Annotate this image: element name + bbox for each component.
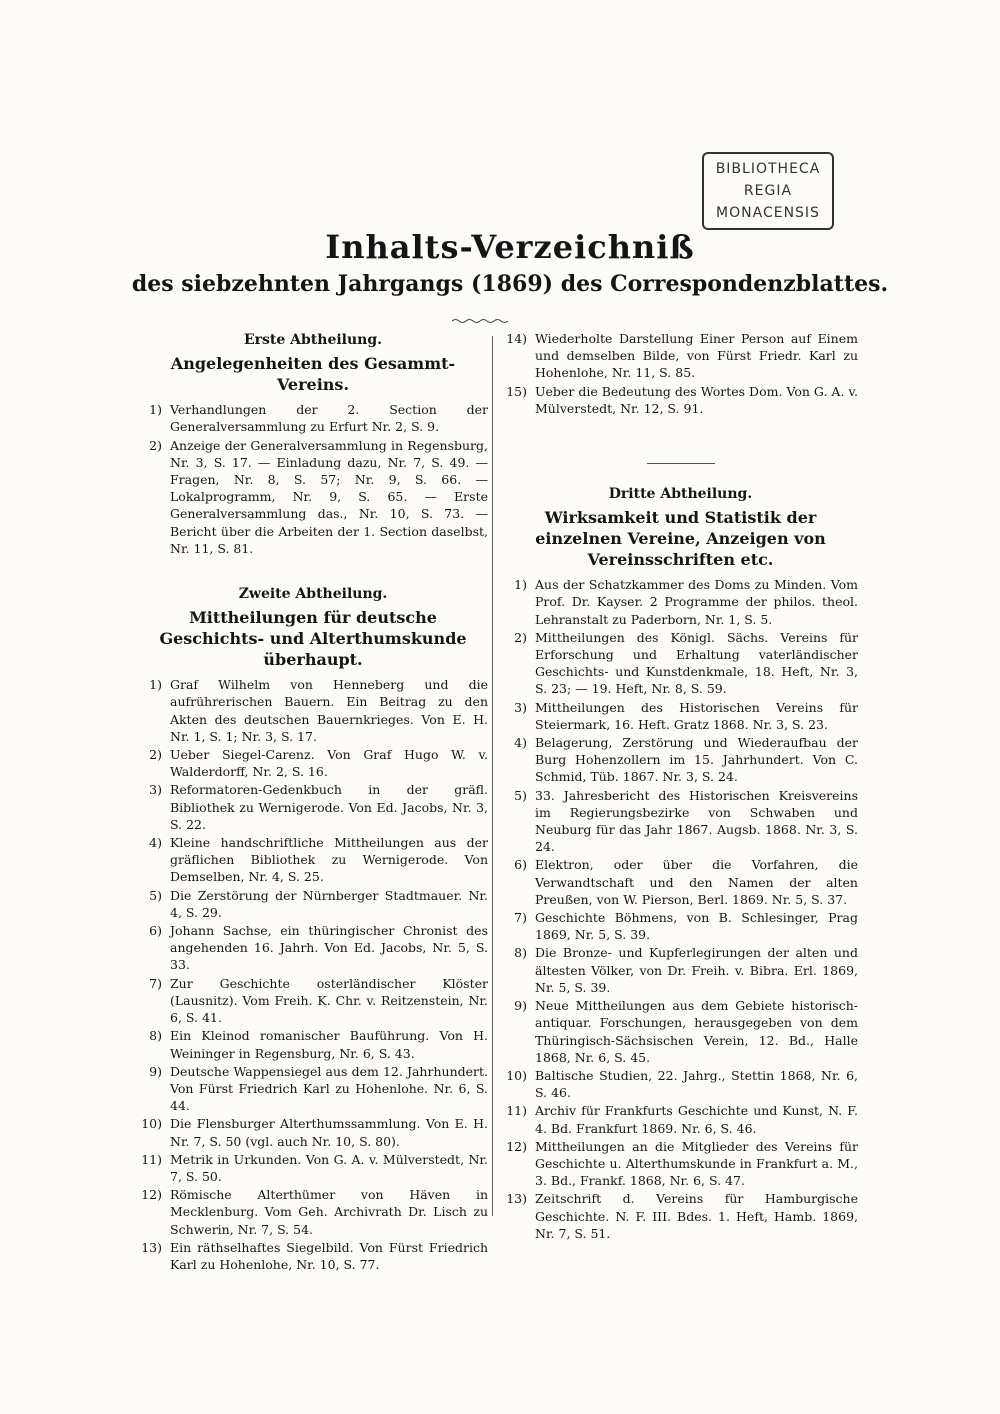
list-item [138,1115,488,1149]
section-heading: Zweite Abtheilung. [238,586,388,603]
list-item [138,834,488,886]
list-item [138,1027,488,1061]
entry-text: Ein räthselhaftes Siegelbild. Von Fürst Friedrich Karl zu Hohenlohe, Nr. 10, S. 77. [170,1239,488,1272]
entry-text: Aus der Schatzkammer des Doms zu Minden. Vom Prof. Dr. Kayser. 2 Programme der philos. theol. Lehranstalt zu Paderborn, Nr. 1, S. 5. [535,577,858,627]
entry-text: Metrik in Urkunden. Von G. A. v. Mülverstedt, Nr. 7, S. 50. [170,1151,488,1184]
section-title: Wirksamkeit und Statistik der einzelnen Vereine, Anzeigen von Vereinsschriften etc. [535,508,826,570]
entry-text: Baltische Studien, 22. Jahrg., Stettin 1868, Nr. 6, S. 46. [535,1067,858,1101]
entry-text: Die Zerstörung der Nürnberger Stadtmauer. Nr. 4, S. 29. [170,887,488,920]
entry-number: 3) [514,699,527,715]
list-item [138,887,488,921]
entry-text: Mittheilungen des Historischen Vereins für Steiermark, 16. Heft. Gratz 1868. Nr. 3, S. 23. [535,699,858,732]
list-item [138,1239,488,1273]
entry-text: Kleine handschriftliche Mittheilungen aus der gräflichen Bibliothek zu Wernigerode. Von Demselben, Nr. 4, S. 25. [170,835,488,885]
section-heading: Erste Abtheilung. [243,332,383,348]
entry-list [503,330,858,417]
entry-number: 11) [506,1103,527,1119]
entry-number: 7) [514,910,527,926]
entry-number: 10) [506,1067,527,1083]
list-item [503,629,858,698]
entry-number: 13) [506,1191,527,1207]
entry-number: 3) [149,782,162,798]
section-title: Angelegenheiten des Gesammt-Vereins. [170,354,456,395]
entry-text: Archiv für Frankfurts Geschichte und Kunst, N. F. 4. Bd. Frankfurt 1869. Nr. 6, S. 46. [535,1103,858,1136]
list-item [503,1102,858,1136]
entry-list [503,576,858,1242]
entry-text: Mittheilungen an die Mitglieder des Vereins für Geschichte u. Alterthumskunde in Frankfurt a. M., 3. Bd., Frankf. 1868, Nr. 6, S. 47. [535,1138,858,1189]
entry-text: Die Flensburger Alterthumssammlung. Von E. H. Nr. 7, S. 50 (vgl. auch Nr. 10, S. 80). [170,1116,488,1149]
entry-text: Neue Mittheilungen aus dem Gebiete historisch-antiquar. Forschungen, herausgegeben von dem Thüringisch-Sächsischen Verein, 12. Bd., Halle 1868, Nr. 6, S. 45. [535,998,858,1065]
entry-text: Reformatoren-Gedenkbuch in der gräfl. Bibliothek zu Wernigerode. Von Ed. Jacobs, Nr. 3, S. 22. [170,782,488,832]
entry-number: 11) [141,1151,162,1167]
entry-text: Anzeige der Generalversammlung in Regensburg, Nr. 3, S. 17. — Einladung dazu, Nr. 7, S. 49. — Fragen, Nr. 8, S. 57; Nr. 9, S. 66. — Lokalprogramm, Nr. 9, S. 65. — Erste Generalversammlung das., Nr. 10, S. 73. — Bericht über die Arbeiten der 1. Section daselbst, Nr. 11, S. 81. [170,437,488,556]
entry-number: 8) [149,1028,162,1044]
page-title: Inhalts-Verzeichniß [325,228,695,266]
entry-number: 6) [149,923,162,939]
entry-number: 9) [514,998,527,1014]
page-subtitle: des siebzehnten Jahrgangs (1869) des Correspondenzblattes. [131,271,889,297]
section-heading: Dritte Abtheilung. [608,486,753,503]
left-column [138,330,488,1274]
list-item [138,1063,488,1115]
list-item [503,997,858,1066]
entry-number: 5) [149,887,162,903]
separator-line [647,463,715,464]
entry-number: 14) [506,331,527,346]
list-item [138,746,488,780]
list-item [138,781,488,833]
list-item [138,676,488,745]
entry-number: 1) [149,402,162,418]
entry-text: Zur Geschichte osterländischer Klöster (Lausnitz). Vom Freih. K. Chr. v. Reitzenstein, Nr. 6, S. 41. [170,975,488,1026]
list-item [503,383,858,417]
entry-number: 15) [506,383,527,399]
entry-text: Verhandlungen der 2. Section der Generalversammlung zu Erfurt Nr. 2, S. 9. [170,402,488,435]
list-item [138,1151,488,1185]
entry-number: 12) [141,1187,162,1203]
entry-text: Ueber die Bedeutung des Wortes Dom. Von G. A. v. Mülverstedt, Nr. 12, S. 91. [535,383,858,416]
entry-text: Geschichte Böhmens, von B. Schlesinger, Prag 1869, Nr. 5, S. 39. [535,910,858,943]
entry-text: Deutsche Wappensiegel aus dem 12. Jahrhundert. Von Fürst Friedrich Karl zu Hohenlohe. Nr. 6, S. 44. [170,1063,488,1114]
entry-number: 4) [514,735,527,751]
entry-text: Elektron, oder über die Vorfahren, die Verwandtschaft und den Namen der alten Preußen, von W. Pierson, Berl. 1869. Nr. 5, S. 37. [535,857,858,907]
entry-number: 13) [141,1239,162,1255]
library-stamp [702,152,834,230]
entry-number: 12) [506,1138,527,1154]
entry-number: 2) [514,629,527,645]
entry-number: 2) [149,747,162,763]
entry-text: Römische Alterthümer von Häven in Mecklenburg. Vom Geh. Archivrath Dr. Lisch zu Schwerin, Nr. 7, S. 54. [170,1187,488,1237]
entry-number: 6) [514,857,527,873]
entry-number: 2) [149,437,162,453]
list-item [138,401,488,435]
entry-text: Graf Wilhelm von Henneberg und die aufrührerischen Bauern. Ein Beitrag zu den Akten des deutschen Bauernkrieges. Von E. H. Nr. 1, S. 1; Nr. 3, S. 17. [170,677,488,744]
list-item [503,787,858,856]
ornament-divider [452,318,508,324]
list-item [503,909,858,943]
entry-number: 1) [514,577,527,593]
list-item [503,576,858,628]
entry-text: Ueber Siegel-Carenz. Von Graf Hugo W. v. Walderdorff, Nr. 2, S. 16. [170,747,488,780]
list-item [138,922,488,974]
stamp-line: MONACENSIS [716,205,820,221]
column-divider [492,336,493,1216]
entry-number: 8) [514,945,527,961]
entry-text: Wiederholte Darstellung Einer Person auf Einem und demselben Bilde, von Fürst Friedr. Karl zu Hohenlohe, Nr. 11, S. 85. [535,331,858,381]
list-item [503,1190,858,1242]
entry-number: 9) [149,1063,162,1079]
entry-number: 4) [149,835,162,851]
entry-text: Ein Kleinod romanischer Bauführung. Von H. Weininger in Regensburg, Nr. 6, S. 43. [170,1028,488,1061]
section-title: Mittheilungen für deutsche Geschichts- und Alterthumskunde überhaupt. [159,608,467,670]
list-item [503,699,858,733]
entry-list [138,401,488,557]
entry-text: Johann Sachse, ein thüringischer Chronist des angehenden 16. Jahrh. Von Ed. Jacobs, Nr. 5, S. 33. [170,923,488,973]
stamp-line: REGIA [743,183,793,199]
entry-text: Mittheilungen des Königl. Sächs. Vereins für Erforschung und Erhaltung vaterländischer Geschichts- und Kunstdenkmale, 18. Heft, Nr. 3, S. 23; — 19. Heft, Nr. 8, S. 59. [535,629,858,697]
list-item [138,437,488,557]
list-item [503,944,858,996]
entry-number: 7) [149,975,162,991]
entry-number: 1) [149,677,162,693]
list-item [503,1067,858,1101]
list-item [503,1138,858,1190]
entry-text: Zeitschrift d. Vereins für Hamburgische Geschichte. N. F. III. Bdes. 1. Heft, Hamb. 1869, Nr. 7, S. 51. [535,1191,858,1241]
list-item [138,975,488,1027]
entry-list [138,676,488,1273]
right-column [503,330,858,1243]
title-block [0,225,1000,299]
stamp-line: BIBLIOTHECA [715,161,821,177]
list-item [503,734,858,786]
list-item [503,330,858,382]
entry-number: 10) [141,1116,162,1132]
entry-text: 33. Jahresbericht des Historischen Kreisvereins im Regierungsbezirke von Schwaben und Neuburg für das Jahr 1867. Augsb. 1868. Nr. 3, S. 24. [535,787,858,855]
list-item [138,1186,488,1238]
entry-number: 5) [514,787,527,803]
entry-text: Belagerung, Zerstörung und Wiederaufbau der Burg Hohenzollern im 15. Jahrhundert. Von C. Schmid, Tüb. 1867. Nr. 3, S. 24. [535,735,858,785]
list-item [503,856,858,908]
entry-text: Die Bronze- und Kupferlegirungen der alten und ältesten Völker, von Dr. Freih. v. Bibra. Erl. 1869, Nr. 5, S. 39. [535,945,858,995]
